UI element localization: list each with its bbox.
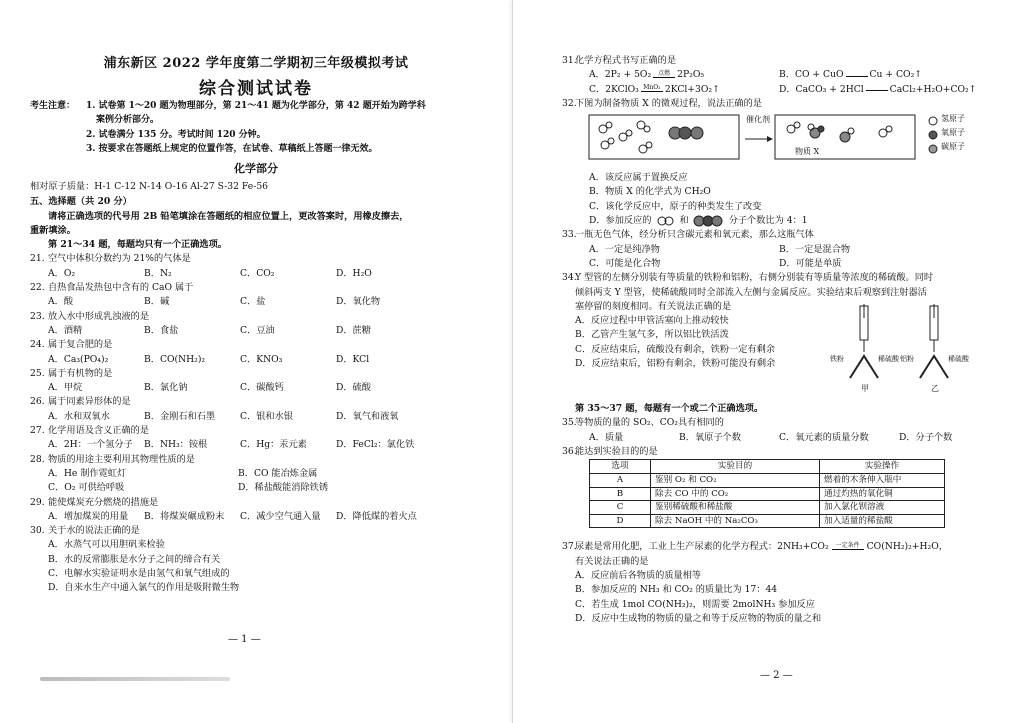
option: B．金刚石和石墨 [144,410,216,422]
option: C．O₂ 可供给呼吸 [48,482,125,494]
page-number: — 2 — [760,670,793,681]
product-molecules [787,122,892,142]
question-number: 31. [562,55,577,66]
option-row [30,410,500,424]
option: A．质量 [589,431,624,443]
table-cell: 鉴别 O₂ 和 CO₂ [651,473,820,487]
question-row [30,367,500,381]
option: A．反应前后各物质的质量相等 [575,569,702,581]
notice-label: 考生注意： [30,101,76,111]
option: C．减少空气通入量 [240,510,321,522]
option: C．反应结束后，硫酸没有剩余，铁粉一定有剩余 [575,343,775,355]
option: A．2H：一个氢分子 [48,439,133,451]
table-cell: D [590,514,651,528]
option: C．豆油 [240,324,275,336]
question-stem: 下图为制备物质 X 的微观过程，说法正确的是 [575,97,762,109]
option: A．该反应属于置换反应 [589,172,688,184]
notice-block [30,99,490,157]
option: D．FeCl₂：氯化铁 [336,439,415,451]
reaction-arrow [832,549,864,550]
product-label: 物质 X [795,147,820,157]
option: B．物质 X 的化学式为 CH₂O [589,186,711,198]
option: B．N₂ [144,267,172,279]
q34-options-and-figure [575,314,995,402]
option: D．稀盐酸能消除铁锈 [238,482,329,494]
option-row [30,267,500,281]
option-row [30,438,500,452]
table-cell: 加入氯化钡溶液 [820,501,945,515]
label-jia: 甲 [861,384,869,394]
question-number: 27. [30,425,45,437]
reactant-molecules [599,121,703,153]
option: A．酒精 [48,324,83,336]
question-stem: 属于复合肥的是 [48,339,113,351]
question-stem: 塞停留的刻度相同。有关说法正确的是 [575,300,732,312]
option: B．一定是混合物 [779,243,851,255]
option: B．乙管产生氢气多，所以铝比铁活泼 [575,329,729,341]
option: D．KCl [336,353,370,365]
question-number: 35. [562,417,577,429]
catalyst-label: 催化剂 [746,115,770,125]
table-row [590,514,945,528]
option-row [30,381,500,395]
option: D．降低煤的着火点 [336,510,417,522]
option: A．一定是纯净物 [589,243,660,255]
option-row [30,324,500,338]
question-stem: 自热食品发热包中含有的 CaO 属于 [48,282,194,294]
legend-oxygen: 氧原子 [941,128,965,138]
option: D．反应中生成物的物质的量之和等于反应物的物质的量之和 [575,612,822,624]
option: B．CO 能冶炼金属 [238,467,318,479]
option-product: 2P₂O₅ [677,69,705,81]
instruction: 重新填涂。 [30,224,76,236]
reaction-diagram-svg [575,111,995,171]
option: C．银和水银 [240,410,293,422]
table-cell: 通过灼热的氧化铜 [820,487,945,501]
option: A．水蒸气可以用胆矾来检验 [48,539,165,551]
option: A．2P₂ + 5O₂ [589,69,652,81]
notice-line: 案例分析部分。 [96,115,160,126]
option-text: 和 [679,215,689,227]
exam-subtitle: 综合测试试卷 [199,79,313,99]
question-stem: CO(NH₂)₂+H₂O， [866,541,948,553]
notice-line: 3. 按要求在答题纸上规定的位置作答，在试卷、草稿纸上答题一律无效。 [86,144,378,155]
question-stem: 属于同素异形体的是 [48,396,131,408]
option: B．食盐 [144,324,179,336]
label-dilute-acid: 稀硫酸 [878,355,899,364]
table-row [590,487,945,501]
table-row [590,473,945,487]
reaction-condition: MnO₂ [643,83,661,91]
question-row [30,252,500,266]
table-header: 实验目的 [651,460,820,474]
question-stem: 能使煤炭充分燃烧的措施是 [48,496,159,508]
option: A．He 制作霓虹灯 [48,467,127,479]
question-stem: 化学方程式书写正确的是 [575,55,677,66]
question-stem: 物质的用途主要利用其物理性质的是 [48,453,195,465]
question-number: 22. [30,282,45,294]
question-number: 21. [30,253,45,265]
option: A．反应过程中甲管活塞向上推动较快 [575,315,729,327]
legend-hydrogen: 氢原子 [941,114,965,124]
question-stem: 能达到实验目的的是 [575,446,658,458]
question-stem: 等物质的量的 SO₂、CO₂具有相同的 [575,417,724,429]
label-aluminum-powder: 铝粉 [900,355,914,364]
option-text: 分子个数比为 4：1 [728,215,808,227]
option: B．水的反常膨胀是水分子之间的缔合有关 [48,553,221,565]
option-row [30,353,500,367]
question-number: 37. [562,541,577,553]
question-stem: 放入水中形成乳浊液的是 [48,310,150,322]
instruction: 请将正确选项的代号用 2B 铅笔填涂在答题纸的相应位置上，更改答案时，用橡皮擦去， [48,210,409,222]
label-iron-powder: 铁粉 [830,355,844,364]
question-row [30,338,500,352]
option: D．自来水生产中通入氯气的作用是吸附微生物 [48,582,240,594]
question-number: 26. [30,396,45,408]
microscopic-diagram [575,111,995,171]
molecule-co-icon [655,215,677,227]
question-number: 32. [562,97,577,109]
table-cell: 鉴别稀硫酸和稀盐酸 [651,501,820,515]
page-number: — 1 — [228,634,261,645]
option: B．参加反应的 NH₃ 和 CO₂ 的质量比为 17：44 [575,584,778,596]
option: D．反应结束后，铝粉有剩余，铁粉可能没有剩余 [575,358,776,370]
option: C．Hg：汞元素 [240,439,307,451]
question-row [30,395,500,409]
exam-title: 浦东新区 2022 学年度第二学期初三年级模拟考试 [103,56,409,71]
notice-line: 2. 试卷满分 135 分。考试时间 120 分钟。 [86,129,266,140]
option: A．Ca₃(PO₄)₂ [48,353,109,365]
notice-line: 1. 试卷第 1～20 题为物理部分，第 21～41 题为化学部分，第 42 题开始为跨学科 [86,101,426,111]
option: D．CaCO₃ + 2HCl [779,83,864,95]
experiment-table [589,459,945,528]
option: C．碳酸钙 [240,382,284,394]
atomic-masses: 相对原子质量：H-1 C-12 N-14 O-16 Al-27 S-32 Fe-56 [30,181,269,192]
question-number: 24. [30,339,45,351]
molecule-co2-icon [692,215,726,227]
multi-choice-note: 第 35～37 题，每题有一个或二个正确选项。 [575,403,764,415]
option: C．电解水实验证明水是由氢气和氧气组成的 [48,568,230,580]
question-stem: 一瓶无色气体，经分析只含碳元素和氧元素，那么这瓶气体 [575,229,814,241]
option: B．氧原子个数 [679,431,741,443]
question-stem: 有关说法正确的是 [575,555,649,567]
section-title: 化学部分 [234,162,278,175]
option: B．CO(NH₂)₂ [144,353,206,365]
option: C．CO₂ [240,267,275,279]
question-stem: 化学用语及含义正确的是 [48,425,150,437]
single-choice-note: 第 21～34 题，每题均只有一个正确选项。 [48,239,227,251]
option: C．氧元素的质量分数 [779,431,869,443]
y-tube-apparatus [820,304,990,392]
option: A．水和双氧水 [48,410,110,422]
reaction-arrow [846,76,868,77]
reaction-arrow [641,91,663,92]
option: C．2KClO₃ [589,83,639,95]
label-dilute-acid: 稀硫酸 [948,355,969,364]
option: C．该化学反应中，原子的种类发生了改变 [589,200,762,212]
reaction-condition: 点燃 [658,69,671,77]
table-header: 选项 [590,460,651,474]
table-cell: C [590,501,651,515]
option: C．若生成 1mol CO(NH₂)₂，则需要 2molNH₃ 参加反应 [575,598,815,610]
question-stem: 属于有机物的是 [48,367,113,379]
syringe-yi [920,304,948,378]
option: A．O₂ [48,267,76,279]
question-number: 36. [562,446,577,458]
option: A．增加煤炭的用量 [48,510,129,522]
option-row [30,295,500,309]
question-number: 30. [30,525,45,537]
option: D．可能是单质 [779,257,842,269]
question-stem: 关于水的说法正确的是 [48,525,140,537]
option: D．参加反应的 [589,215,652,227]
table-cell: 燃着的木条伸入瓶中 [820,473,945,487]
option: B．NH₃：铵根 [144,439,208,451]
option: D．分子个数 [899,431,953,443]
option: A．酸 [48,296,74,308]
question-number: 28. [30,453,45,465]
question-number: 34. [562,272,577,284]
question-number: 33. [562,229,577,241]
option: C．KNO₃ [240,353,283,365]
question-number: 25. [30,367,45,379]
option: D．H₂O [336,267,372,279]
option: D．蔗糖 [336,324,371,336]
syringe-jia [850,304,878,378]
option: C．盐 [240,296,266,308]
option-product: 2KCl+3O₂↑ [664,83,720,95]
table-cell: 加入适量的稀盐酸 [820,514,945,528]
question-stem: 空气中体积分数约为 21%的气体是 [48,253,191,265]
option-product: CaCl₂+H₂O+CO₂↑ [889,83,977,95]
option: B．氯化钠 [144,382,188,394]
reaction-arrow [653,77,675,78]
question-row [30,281,500,295]
option: B．CO + CuO [779,69,844,81]
option: B．碱 [144,296,170,308]
table-cell: A [590,473,651,487]
question-number: 29. [30,496,45,508]
table-header: 实验操作 [820,460,945,474]
question-row [30,424,500,438]
option: D．氧化物 [336,296,381,308]
table-header-row [590,460,945,474]
question-stem: 尿素是常用化肥，工业上生产尿素的化学方程式：2NH₃+CO₂ [575,541,829,553]
left-question-block [30,180,500,596]
table-row [590,501,945,515]
reaction-arrow [866,90,888,91]
option: D．硫酸 [336,382,371,394]
scan-artifact [40,677,230,681]
right-question-block [562,54,995,626]
question-stem: Y 型管的左侧分别装有等质量的铁粉和铝粉，右侧分别装有等质量等浓度的稀硫酸。同时 [575,272,934,284]
part-heading: 五、选择题（共 20 分） [30,196,132,208]
reaction-condition: 一定条件 [835,541,860,549]
option-product: Cu + CO₂↑ [869,69,922,81]
question-row [30,310,500,324]
option: D．氧气和液氧 [336,410,399,422]
legend-carbon: 碳原子 [941,142,965,152]
table-cell: B [590,487,651,501]
question-number: 23. [30,310,45,322]
label-yi: 乙 [931,384,939,394]
option: A．甲烷 [48,382,83,394]
table-cell: 除去 CO 中的 CO₂ [651,487,820,501]
option: B．将煤炭碾成粉末 [144,510,225,522]
table-cell: 除去 NaOH 中的 Na₂CO₃ [651,514,820,528]
question-stem: 倾斜两支 Y 型管，使稀硫酸同时全部流入左侧与金属反应。实验结束后观察到注射器活 [575,286,927,298]
option: C．可能是化合物 [589,257,661,269]
